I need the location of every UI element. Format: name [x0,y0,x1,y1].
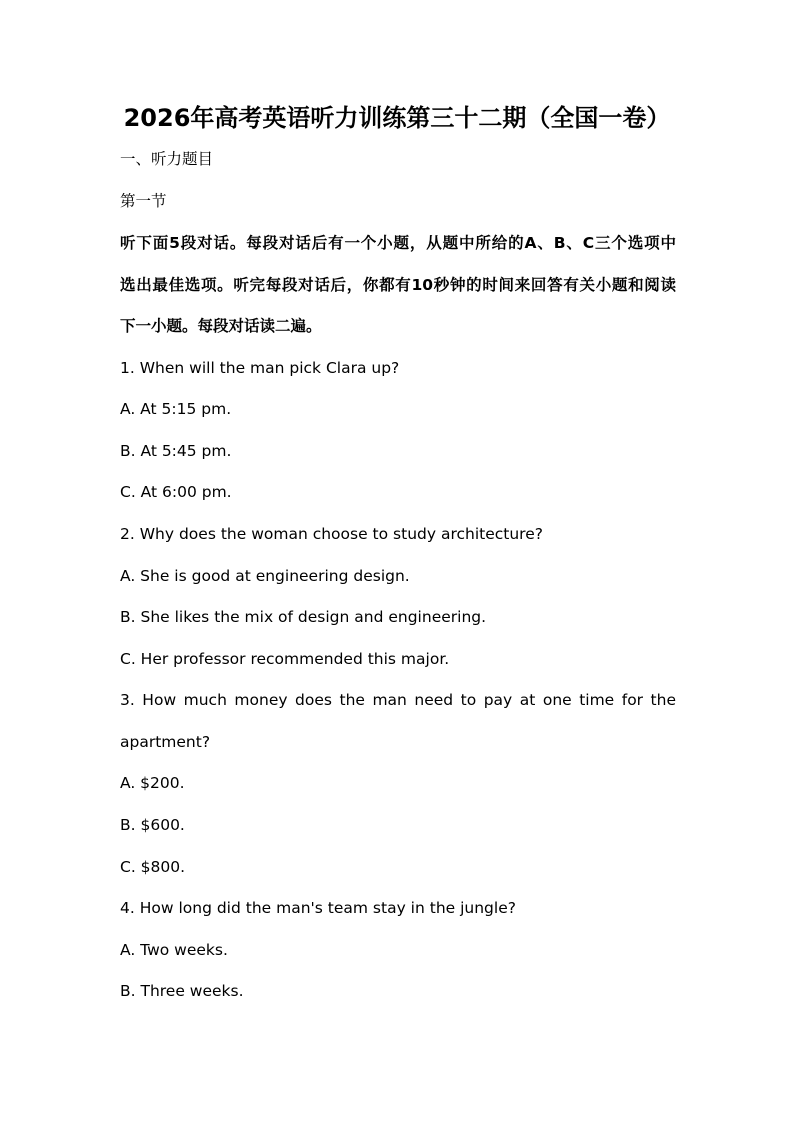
question-2-stem: 2. Why does the woman choose to study architecture? [120,525,543,543]
question-2-option-b: B. She likes the mix of design and engineering. [120,608,487,626]
question-3-option-c: C. $800. [120,858,186,876]
instruction-line-2: 选出最佳选项。听完每段对话后，你都有10秒钟的时间来回答有关小题和阅读 [120,276,676,294]
question-1-stem: 1. When will the man pick Clara up? [120,359,400,377]
section-heading: 一、听力题目 [120,150,214,168]
instruction-line-3: 下一小题。每段对话读二遍。 [120,317,322,335]
question-1-option-c: C. At 6:00 pm. [120,483,232,501]
question-3-option-a: A. $200. [120,774,185,792]
part-heading: 第一节 [120,192,167,210]
page-title: 2026年高考英语听力训练第三十二期（全国一卷） [123,104,671,132]
question-4-option-b: B. Three weeks. [120,982,244,1000]
question-2-option-c: C. Her professor recommended this major. [120,650,450,668]
question-4-option-a: A. Two weeks. [120,941,228,959]
question-3-stem-line-2: apartment? [120,733,211,751]
question-1-option-a: A. At 5:15 pm. [120,400,232,418]
instruction-line-1: 听下面5段对话。每段对话后有一个小题，从题中所给的A、B、C三个选项中 [120,234,676,252]
question-1-option-b: B. At 5:45 pm. [120,442,232,460]
question-2-option-a: A. She is good at engineering design. [120,567,410,585]
question-3-option-b: B. $600. [120,816,185,834]
question-4-stem: 4. How long did the man's team stay in the jungle? [120,899,516,917]
question-3-stem-line-1: 3. How much money does the man need to pay at one time for the [120,691,676,709]
